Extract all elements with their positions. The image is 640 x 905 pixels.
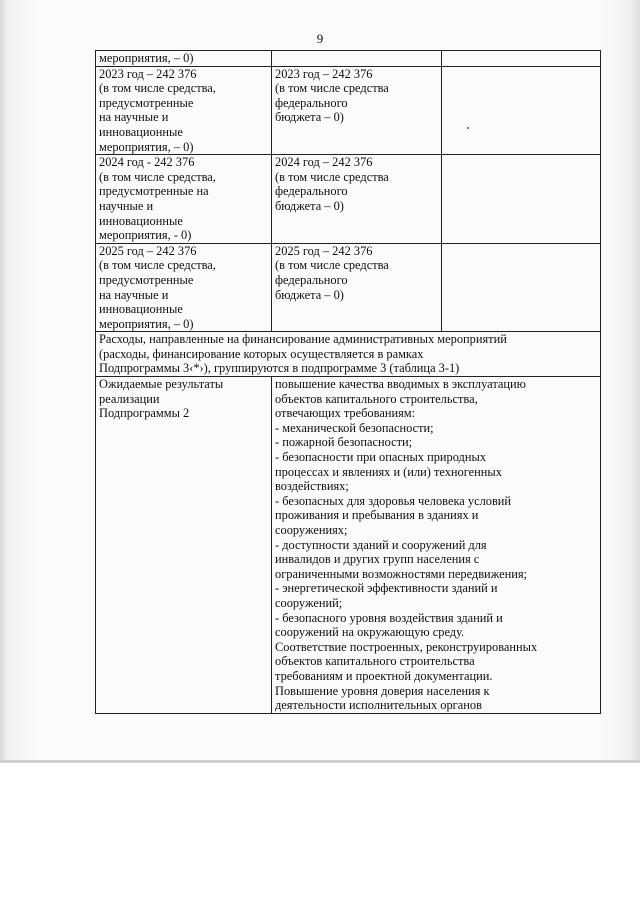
cell-line: научные и (99, 198, 154, 213)
cell-line: инновационные (99, 302, 183, 317)
cell-admin-note (96, 332, 601, 377)
cell-line: бюджета – 0) (275, 287, 344, 302)
cell-empty (442, 66, 601, 155)
cell-line: 2025 год – 242 376 (99, 243, 197, 258)
cell-line: Ожидаемые результаты (99, 377, 224, 392)
cell-line: мероприятия, – 0) (99, 316, 194, 331)
cell-line: объектов капитального строительства (275, 654, 475, 669)
cell-line: - безопасных для здоровья человека условий (275, 493, 512, 508)
cell-line: (в том числе средства (275, 81, 389, 96)
cell-line: проживания и пребывания в зданиях и (275, 508, 479, 523)
cell-line: бюджета – 0) (275, 110, 344, 125)
cell-line: - безопасного уровня воздействия зданий и (275, 610, 503, 625)
table-row-results (96, 377, 601, 714)
cell-line: реализации (99, 391, 160, 406)
cell-empty (442, 51, 601, 67)
cell-line: 2025 год – 242 376 (275, 243, 373, 258)
cell-line: отвечающих требованиям: (275, 406, 416, 421)
cell-line: объектов капитального строительства, (275, 391, 478, 406)
table-row-2025 (96, 243, 601, 332)
cell-line: - энергетической эффективности зданий и (275, 581, 498, 596)
cell-line: - механической безопасности; (275, 420, 434, 435)
cell-line: воздействиях; (275, 479, 349, 494)
cell-2025-federal (272, 243, 442, 332)
cell-line: процессах и явлениях и (или) техногенных (275, 464, 502, 479)
cell-2024-total (96, 155, 272, 244)
cell-2023-total (96, 66, 272, 155)
cell-line: - безопасности при опасных природных (275, 450, 487, 465)
cell-results-label (96, 377, 272, 714)
cell-2025-total (96, 243, 272, 332)
cell-line: 2023 год – 242 376 (275, 66, 373, 81)
cell-continuation (96, 51, 272, 67)
scan-bottom-edge (0, 760, 640, 763)
cell-2023-federal (272, 66, 442, 155)
cell-line: федерального (275, 272, 348, 287)
table-row-2024 (96, 155, 601, 244)
cell-line: на научные и (99, 110, 169, 125)
cell-line: сооружений; (275, 595, 343, 610)
cell-line: на научные и (99, 287, 169, 302)
cell-line: 2023 год – 242 376 (99, 66, 197, 81)
cell-line: (в том числе средства (275, 258, 389, 273)
cell-line: 2024 год - 242 376 (99, 155, 195, 170)
cell-line: деятельности исполнительных органов (275, 698, 482, 713)
cell-line: инновационные (99, 124, 183, 139)
cell-line: предусмотренные (99, 95, 194, 110)
cell-line: Повышение уровня доверия населения к (275, 683, 490, 698)
cell-line: предусмотренные на (99, 184, 209, 199)
cell-empty (442, 243, 601, 332)
page-number: 9 (316, 31, 324, 46)
cell-line: требованиям и проектной документации. (275, 668, 493, 683)
cell-line: Расходы, направленные на финансирование административных мероприятий (99, 332, 507, 347)
cell-line: сооружениях; (275, 523, 348, 537)
cell-line: мероприятия, – 0) (99, 139, 194, 154)
cell-line: повышение качества вводимых в эксплуатацию (275, 377, 526, 392)
cell-line: бюджета – 0) (275, 198, 344, 213)
cell-line: (в том числе средства (275, 169, 389, 184)
cell-2024-federal (272, 155, 442, 244)
cell-line: инновационные (99, 213, 183, 228)
cell-results-text (272, 377, 601, 714)
table-row (96, 51, 601, 67)
cell-line: предусмотренные (99, 272, 194, 287)
cell-line: инвалидов и других групп населения с (275, 552, 480, 567)
cell-line: Подпрограммы 3‹*›), группируются в подпрограмме 3 (таблица 3-1) (99, 361, 460, 376)
cell-line: (в том числе средства, (99, 169, 216, 184)
cell-line: (расходы, финансирование которых осуществляется в рамках (99, 346, 424, 361)
cell-line: (в том числе средства, (99, 258, 216, 273)
program-table (95, 50, 601, 714)
cell-line: федерального (275, 95, 348, 110)
cell-line: (в том числе средства, (99, 81, 216, 96)
cell-line: мероприятия, – 0) (99, 51, 194, 65)
cell-line: Подпрограммы 2 (99, 406, 190, 421)
table-row-admin-note (96, 332, 601, 377)
cell-line: Соответствие построенных, реконструированных (275, 639, 538, 654)
cell-line: ограниченными возможностями передвижения; (275, 566, 527, 581)
cell-line: сооружений на окружающую среду. (275, 625, 465, 640)
cell-line: мероприятия, - 0) (99, 228, 192, 243)
cell-empty (442, 155, 601, 244)
cell-line: - доступности зданий и сооружений для (275, 537, 487, 552)
cell-line: - пожарной безопасности; (275, 435, 413, 450)
cell-line: федерального (275, 184, 348, 199)
table-row-2023 (96, 66, 601, 155)
cell-empty (272, 51, 442, 67)
cell-line: 2024 год – 242 376 (275, 155, 373, 170)
